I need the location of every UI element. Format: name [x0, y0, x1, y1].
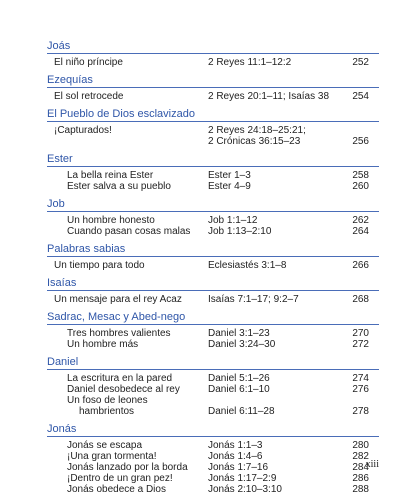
toc-section: [0, 311, 415, 350]
page-number: 260: [352, 181, 369, 192]
scripture-reference: 2 Reyes 20:1–11; Isaías 38: [208, 91, 330, 102]
entry-title: Un hombre más: [67, 339, 139, 350]
toc-section: [0, 40, 415, 68]
toc-entry[interactable]: [0, 406, 415, 417]
entry-title: Un foso de leones: [67, 395, 148, 406]
toc-entry[interactable]: [0, 181, 415, 192]
toc-entry[interactable]: [0, 260, 415, 271]
scripture-reference: 2 Reyes 24:18–25:21;: [208, 125, 306, 136]
section-title: Isaías: [0, 277, 415, 289]
scripture-reference: Ester 4–9: [208, 181, 251, 192]
section-title: Palabras sabias: [0, 243, 415, 255]
section-title: Jonás: [0, 423, 415, 435]
toc-entry[interactable]: [0, 125, 415, 136]
entry-title: El sol retrocede: [54, 91, 124, 102]
page-number: 266: [352, 260, 369, 271]
section-title: Sadrac, Mesac y Abed-nego: [0, 311, 415, 323]
toc-section: [0, 74, 415, 102]
entry-title: Cuando pasan cosas malas: [67, 226, 191, 237]
toc-entry[interactable]: [0, 395, 415, 406]
scripture-reference: Job 1:13–2:10: [208, 226, 272, 237]
entry-title: Un hombre honesto: [67, 215, 155, 226]
entry-title: Tres hombres valientes: [67, 328, 171, 339]
entry-title: Jonás se escapa: [67, 440, 143, 451]
toc-entry[interactable]: [0, 294, 415, 305]
toc-entry[interactable]: [0, 384, 415, 395]
entry-title: Ester salva a su pueblo: [67, 181, 171, 192]
entry-title: El niño príncipe: [54, 57, 123, 68]
entry-title: Un tiempo para todo: [54, 260, 145, 271]
section-title: Daniel: [0, 356, 415, 368]
page-number: 274: [352, 373, 369, 384]
section-title: Job: [0, 198, 415, 210]
scripture-reference: Daniel 6:1–10: [208, 384, 270, 395]
scripture-reference: Eclesiastés 3:1–8: [208, 260, 287, 271]
toc-section: [0, 153, 415, 192]
page-number: 284: [352, 462, 369, 473]
page-number: 256: [352, 136, 369, 147]
page-number: 268: [352, 294, 369, 305]
section-title: El Pueblo de Dios esclavizado: [0, 108, 415, 120]
page-number-roman: xiii: [365, 459, 379, 470]
toc-entry[interactable]: [0, 462, 415, 473]
scripture-reference: Jonás 1:4–6: [208, 451, 263, 462]
entry-title: La bella reina Ester: [67, 170, 154, 181]
table-of-contents: [0, 34, 415, 495]
scripture-reference: Daniel 3:1–23: [208, 328, 270, 339]
scripture-reference: Daniel 6:11–28: [208, 406, 275, 417]
page-number: 264: [352, 226, 369, 237]
toc-section: [0, 108, 415, 147]
entry-title: Jonás lanzado por la borda: [67, 462, 188, 473]
scripture-reference: Daniel 3:24–30: [208, 339, 276, 350]
entry-title: ¡Capturados!: [54, 125, 112, 136]
scripture-reference: 2 Reyes 11:1–12:2: [208, 57, 292, 68]
toc-entry[interactable]: [0, 339, 415, 350]
entry-title: Jonás obedece a Dios: [67, 484, 166, 495]
page-number: 272: [352, 339, 369, 350]
page-number: 258: [352, 170, 369, 181]
scripture-reference: Ester 1–3: [208, 170, 251, 181]
page-number: 286: [352, 473, 369, 484]
section-title: Ester: [0, 153, 415, 165]
entry-title: La escritura en la pared: [67, 373, 173, 384]
toc-entry[interactable]: [0, 328, 415, 339]
scripture-reference: Jonás 1:1–3: [208, 440, 263, 451]
page-number: 270: [352, 328, 369, 339]
page-number: 278: [352, 406, 369, 417]
toc-entry[interactable]: [0, 473, 415, 484]
entry-title: ¡Dentro de un gran pez!: [67, 473, 173, 484]
entry-title: Un mensaje para el rey Acaz: [54, 294, 182, 305]
page-number: 262: [352, 215, 369, 226]
scripture-reference: Job 1:1–12: [208, 215, 258, 226]
entry-title: hambrientos: [79, 406, 135, 417]
scripture-reference: 2 Crónicas 36:15–23: [208, 136, 301, 147]
toc-entry[interactable]: [0, 57, 415, 68]
page-number: 252: [352, 57, 369, 68]
toc-section: [0, 356, 415, 417]
scripture-reference: Jonás 2:10–3:10: [208, 484, 282, 495]
toc-entry[interactable]: [0, 373, 415, 384]
toc-entry[interactable]: [0, 451, 415, 462]
page-number: 288: [352, 484, 369, 495]
entry-title: ¡Una gran tormenta!: [67, 451, 157, 462]
toc-entry[interactable]: [0, 440, 415, 451]
toc-entry[interactable]: [0, 484, 415, 495]
toc-section: [0, 198, 415, 237]
page-number: 254: [352, 91, 369, 102]
toc-entry[interactable]: [0, 136, 415, 147]
scripture-reference: Jonás 1:17–2:9: [208, 473, 277, 484]
section-title: Joás: [0, 40, 415, 52]
page-number: 280: [352, 440, 369, 451]
toc-section: [0, 243, 415, 271]
scripture-reference: Isaías 7:1–17; 9:2–7: [208, 294, 299, 305]
page-number: 276: [352, 384, 369, 395]
toc-entry[interactable]: [0, 226, 415, 237]
page-number: 282: [352, 451, 369, 462]
toc-entry[interactable]: [0, 91, 415, 102]
entry-title: Daniel desobedece al rey: [67, 384, 180, 395]
toc-entry[interactable]: [0, 170, 415, 181]
scripture-reference: Jonás 1:7–16: [208, 462, 269, 473]
toc-section: [0, 423, 415, 495]
toc-section: [0, 277, 415, 305]
toc-entry[interactable]: [0, 215, 415, 226]
section-title: Ezequías: [0, 74, 415, 86]
scripture-reference: Daniel 5:1–26: [208, 373, 270, 384]
